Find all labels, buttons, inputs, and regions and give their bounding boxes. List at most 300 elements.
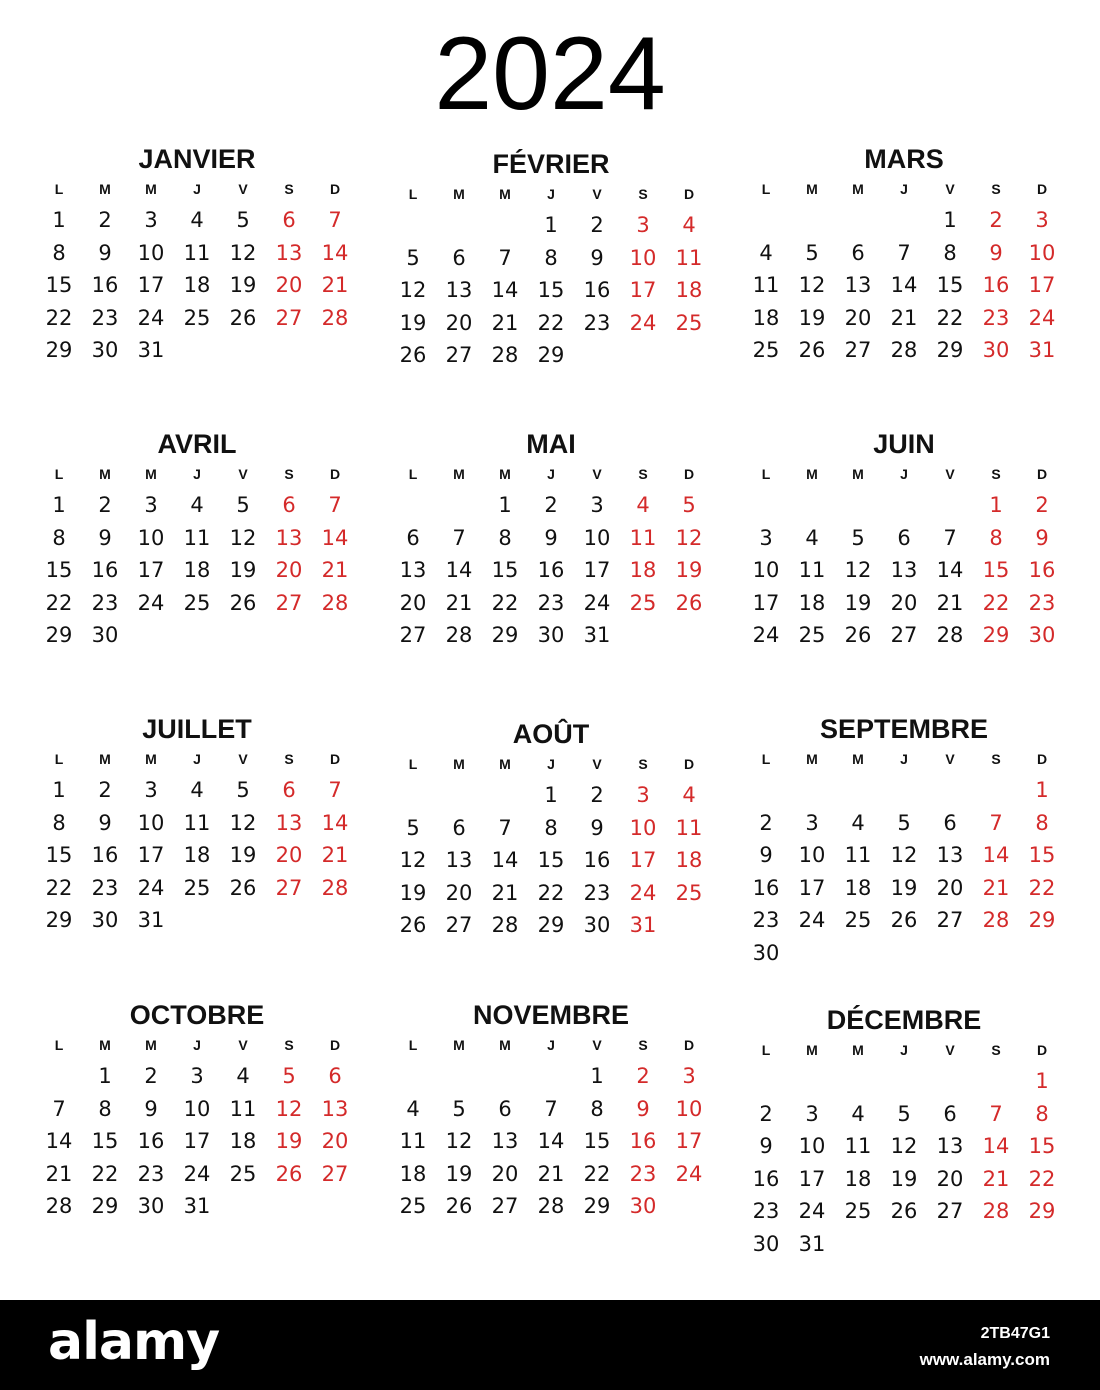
weekend-day: 14 <box>982 843 1010 868</box>
weekend-day: 19 <box>275 1129 303 1154</box>
weekday-label: M <box>499 1037 511 1053</box>
weekend-day: 26 <box>275 1161 303 1186</box>
day: 15 <box>91 1129 119 1154</box>
day: 21 <box>890 305 918 330</box>
month-name: SEPTEMBRE <box>819 714 989 744</box>
weekday-label: J <box>193 751 201 767</box>
empty-cell <box>436 209 482 242</box>
day: 2 <box>544 493 558 517</box>
weekday-label: V <box>592 466 602 482</box>
weekend-day: 10 <box>675 1096 703 1121</box>
day: 27 <box>491 1194 519 1219</box>
day: 5 <box>236 778 250 802</box>
day: 19 <box>798 305 826 330</box>
day: 9 <box>590 815 604 840</box>
day: 19 <box>229 843 257 868</box>
weekend-day: 13 <box>275 810 303 835</box>
day: 16 <box>752 875 780 900</box>
day: 16 <box>91 843 119 868</box>
weekday-label: L <box>54 1037 64 1053</box>
weekend-day: 25 <box>629 590 657 615</box>
weekday-label: M <box>852 181 864 197</box>
empty-cell <box>482 1060 528 1093</box>
weekday-label: V <box>592 756 602 772</box>
day: 20 <box>399 590 427 615</box>
month-name: JANVIER <box>138 144 256 174</box>
day: 18 <box>399 1161 427 1186</box>
day: 3 <box>190 1064 204 1088</box>
weekend-day: 23 <box>982 305 1010 330</box>
month-name: NOVEMBRE <box>472 1000 629 1030</box>
day: 2 <box>759 810 773 835</box>
weekend-day: 17 <box>629 278 657 303</box>
weekend-day: 3 <box>682 1064 696 1088</box>
day: 24 <box>137 875 165 900</box>
weekday-label: M <box>806 466 818 482</box>
empty-cell <box>482 209 528 242</box>
day: 9 <box>98 240 112 265</box>
weekday-label: M <box>145 181 157 197</box>
weekend-day: 15 <box>1028 1134 1056 1159</box>
empty-cell <box>390 779 436 812</box>
day: 3 <box>144 493 158 517</box>
weekday-label: S <box>284 466 294 482</box>
day: 1 <box>98 1064 112 1088</box>
weekend-day: 24 <box>1028 305 1056 330</box>
weekend-day: 9 <box>636 1096 650 1121</box>
day: 17 <box>137 273 165 298</box>
weekend-day: 5 <box>282 1064 296 1088</box>
day: 8 <box>544 245 558 270</box>
weekend-day: 31 <box>1028 338 1056 363</box>
weekend-day: 21 <box>321 558 349 583</box>
weekend-day: 9 <box>1035 525 1049 550</box>
empty-cell <box>789 774 835 807</box>
day: 22 <box>583 1161 611 1186</box>
weekend-day: 8 <box>989 525 1003 550</box>
empty-cell <box>482 779 528 812</box>
day: 18 <box>844 875 872 900</box>
day: 13 <box>890 558 918 583</box>
weekend-day: 24 <box>675 1161 703 1186</box>
day: 26 <box>399 913 427 938</box>
weekend-day: 1 <box>1035 1069 1049 1093</box>
day: 23 <box>537 590 565 615</box>
weekend-day: 20 <box>321 1129 349 1154</box>
day: 2 <box>144 1064 158 1088</box>
day-grid <box>743 744 1065 970</box>
day: 1 <box>52 493 66 517</box>
weekday-label: L <box>761 751 771 767</box>
day: 11 <box>798 558 826 583</box>
weekend-day: 12 <box>275 1096 303 1121</box>
day: 20 <box>445 880 473 905</box>
weekend-day: 28 <box>982 908 1010 933</box>
weekend-day: 21 <box>321 273 349 298</box>
weekend-day: 7 <box>989 810 1003 835</box>
weekend-day: 21 <box>982 1166 1010 1191</box>
weekend-day: 30 <box>982 338 1010 363</box>
day: 6 <box>498 1096 512 1121</box>
day: 1 <box>52 208 66 232</box>
day: 22 <box>537 880 565 905</box>
weekend-day: 25 <box>675 310 703 335</box>
day: 4 <box>805 525 819 550</box>
day: 27 <box>844 338 872 363</box>
day: 22 <box>936 305 964 330</box>
day: 5 <box>452 1096 466 1121</box>
day: 23 <box>91 875 119 900</box>
day: 12 <box>445 1129 473 1154</box>
day: 27 <box>890 623 918 648</box>
day: 10 <box>137 525 165 550</box>
weekend-day: 11 <box>675 815 703 840</box>
day: 19 <box>229 273 257 298</box>
day: 13 <box>844 273 872 298</box>
weekday-label: D <box>1036 751 1048 767</box>
day: 12 <box>890 1134 918 1159</box>
weekday-label: L <box>54 466 64 482</box>
day: 26 <box>798 338 826 363</box>
weekday-label: M <box>806 1042 818 1058</box>
day: 2 <box>590 213 604 237</box>
day: 3 <box>144 208 158 232</box>
weekend-day: 28 <box>321 590 349 615</box>
day: 11 <box>229 1096 257 1121</box>
weekday-label: L <box>408 186 418 202</box>
weekend-day: 20 <box>275 558 303 583</box>
day: 28 <box>491 343 519 368</box>
day: 21 <box>936 590 964 615</box>
day: 4 <box>236 1064 250 1088</box>
empty-cell <box>881 204 927 237</box>
day: 29 <box>91 1194 119 1219</box>
weekday-label: L <box>761 181 771 197</box>
day: 13 <box>491 1129 519 1154</box>
day: 4 <box>190 208 204 232</box>
day: 20 <box>844 305 872 330</box>
day-grid <box>743 1035 1065 1261</box>
day: 22 <box>45 305 73 330</box>
day: 19 <box>890 875 918 900</box>
day: 1 <box>544 783 558 807</box>
day: 29 <box>45 908 73 933</box>
empty-cell <box>789 1065 835 1098</box>
day: 6 <box>897 525 911 550</box>
day: 26 <box>399 343 427 368</box>
day: 18 <box>183 273 211 298</box>
day: 5 <box>236 208 250 232</box>
empty-cell <box>973 1065 1019 1098</box>
day: 8 <box>544 815 558 840</box>
day: 13 <box>399 558 427 583</box>
day: 19 <box>890 1166 918 1191</box>
day: 29 <box>491 623 519 648</box>
weekend-day: 24 <box>629 880 657 905</box>
day: 20 <box>445 310 473 335</box>
day: 12 <box>399 278 427 303</box>
day: 22 <box>45 590 73 615</box>
weekend-day: 13 <box>275 240 303 265</box>
day: 12 <box>229 810 257 835</box>
weekend-day: 13 <box>275 525 303 550</box>
day: 11 <box>183 810 211 835</box>
day: 26 <box>229 305 257 330</box>
weekday-label: M <box>852 751 864 767</box>
month-7 <box>36 714 358 937</box>
day: 3 <box>590 493 604 517</box>
day: 10 <box>137 810 165 835</box>
weekday-label: V <box>238 1037 248 1053</box>
weekend-day: 18 <box>675 278 703 303</box>
weekend-day: 2 <box>989 208 1003 232</box>
day: 25 <box>798 623 826 648</box>
weekday-label: D <box>329 181 341 197</box>
day: 5 <box>406 245 420 270</box>
day: 27 <box>399 623 427 648</box>
day: 18 <box>229 1129 257 1154</box>
weekend-day: 27 <box>275 305 303 330</box>
day: 24 <box>752 623 780 648</box>
empty-cell <box>927 1065 973 1098</box>
day: 25 <box>183 875 211 900</box>
day: 20 <box>936 1166 964 1191</box>
weekend-day: 17 <box>629 848 657 873</box>
day: 16 <box>537 558 565 583</box>
day: 16 <box>91 273 119 298</box>
weekend-day: 28 <box>321 305 349 330</box>
weekday-label: J <box>547 466 555 482</box>
day: 9 <box>590 245 604 270</box>
day: 21 <box>537 1161 565 1186</box>
day: 26 <box>229 875 257 900</box>
weekend-day: 22 <box>982 590 1010 615</box>
weekend-day: 23 <box>629 1161 657 1186</box>
day: 7 <box>897 240 911 265</box>
day: 11 <box>183 525 211 550</box>
weekend-day: 30 <box>629 1194 657 1219</box>
day: 31 <box>798 1231 826 1256</box>
day: 13 <box>936 1134 964 1159</box>
day: 31 <box>183 1194 211 1219</box>
day: 21 <box>491 880 519 905</box>
day-grid <box>743 174 1065 367</box>
day: 21 <box>45 1161 73 1186</box>
weekday-label: V <box>592 186 602 202</box>
weekend-day: 15 <box>1028 843 1056 868</box>
day: 25 <box>844 1199 872 1224</box>
day: 14 <box>491 848 519 873</box>
empty-cell <box>789 489 835 522</box>
day-grid <box>390 749 712 942</box>
year-title: 2024 <box>434 16 666 132</box>
day: 5 <box>236 493 250 517</box>
day: 12 <box>229 240 257 265</box>
weekend-day: 3 <box>636 783 650 807</box>
weekday-label: M <box>499 756 511 772</box>
weekend-day: 8 <box>1035 810 1049 835</box>
month-3 <box>743 144 1065 367</box>
day: 28 <box>890 338 918 363</box>
day: 29 <box>45 338 73 363</box>
day: 26 <box>844 623 872 648</box>
day: 29 <box>537 343 565 368</box>
weekday-label: M <box>453 756 465 772</box>
weekend-day: 18 <box>675 848 703 873</box>
weekday-label: M <box>499 186 511 202</box>
day: 15 <box>45 558 73 583</box>
day: 15 <box>45 273 73 298</box>
weekday-label: S <box>638 1037 648 1053</box>
weekday-label: J <box>900 181 908 197</box>
weekday-label: L <box>408 756 418 772</box>
weekend-day: 11 <box>629 525 657 550</box>
day: 16 <box>583 848 611 873</box>
empty-cell <box>881 774 927 807</box>
day: 6 <box>452 815 466 840</box>
day: 27 <box>936 1199 964 1224</box>
day: 25 <box>183 305 211 330</box>
weekend-day: 6 <box>282 208 296 232</box>
day: 24 <box>798 1199 826 1224</box>
day: 9 <box>98 525 112 550</box>
day: 2 <box>759 1101 773 1126</box>
weekday-label: V <box>592 1037 602 1053</box>
weekend-day: 29 <box>982 623 1010 648</box>
day-grid <box>36 744 358 937</box>
weekday-label: V <box>238 181 248 197</box>
day: 12 <box>399 848 427 873</box>
empty-cell <box>835 204 881 237</box>
weekend-day: 26 <box>675 590 703 615</box>
weekday-label: M <box>453 186 465 202</box>
day: 6 <box>851 240 865 265</box>
weekend-day: 16 <box>629 1129 657 1154</box>
weekend-day: 1 <box>989 493 1003 517</box>
day: 15 <box>537 278 565 303</box>
weekday-label: S <box>284 751 294 767</box>
day: 15 <box>45 843 73 868</box>
day: 27 <box>445 343 473 368</box>
weekday-label: M <box>453 466 465 482</box>
weekday-label: J <box>193 181 201 197</box>
weekday-label: D <box>1036 181 1048 197</box>
weekday-label: S <box>638 756 648 772</box>
day: 10 <box>183 1096 211 1121</box>
day: 31 <box>137 908 165 933</box>
day: 8 <box>52 525 66 550</box>
weekday-label: M <box>806 751 818 767</box>
day: 25 <box>183 590 211 615</box>
weekday-label: V <box>238 751 248 767</box>
day: 20 <box>890 590 918 615</box>
day: 22 <box>91 1161 119 1186</box>
day: 29 <box>583 1194 611 1219</box>
weekend-day: 10 <box>629 815 657 840</box>
day: 7 <box>498 245 512 270</box>
day: 16 <box>752 1166 780 1191</box>
day: 4 <box>851 1101 865 1126</box>
day: 24 <box>137 590 165 615</box>
day: 12 <box>844 558 872 583</box>
month-12 <box>743 1005 1065 1261</box>
day: 6 <box>943 1101 957 1126</box>
weekday-label: V <box>238 466 248 482</box>
weekend-day: 18 <box>629 558 657 583</box>
weekend-day: 8 <box>1035 1101 1049 1126</box>
weekend-day: 21 <box>982 875 1010 900</box>
day: 4 <box>190 778 204 802</box>
day: 3 <box>805 1101 819 1126</box>
day: 11 <box>399 1129 427 1154</box>
weekend-day: 13 <box>321 1096 349 1121</box>
day: 8 <box>590 1096 604 1121</box>
day: 23 <box>752 1199 780 1224</box>
weekend-day: 19 <box>675 558 703 583</box>
day: 24 <box>798 908 826 933</box>
weekend-day: 21 <box>321 843 349 868</box>
weekend-day: 12 <box>675 525 703 550</box>
weekday-label: D <box>1036 466 1048 482</box>
weekday-label: V <box>945 181 955 197</box>
empty-cell <box>881 489 927 522</box>
month-2 <box>390 149 712 372</box>
day: 17 <box>798 875 826 900</box>
day-grid <box>390 459 712 652</box>
day: 10 <box>798 1134 826 1159</box>
weekday-label: L <box>408 466 418 482</box>
day: 5 <box>851 525 865 550</box>
day: 30 <box>91 338 119 363</box>
day: 26 <box>890 1199 918 1224</box>
day: 9 <box>759 843 773 868</box>
weekend-day: 20 <box>275 843 303 868</box>
weekend-day: 14 <box>321 810 349 835</box>
day: 23 <box>91 305 119 330</box>
month-9 <box>743 714 1065 970</box>
day: 30 <box>583 913 611 938</box>
day: 10 <box>583 525 611 550</box>
weekday-label: M <box>145 1037 157 1053</box>
weekend-day: 17 <box>1028 273 1056 298</box>
weekend-day: 16 <box>1028 558 1056 583</box>
empty-cell <box>36 1060 82 1093</box>
weekday-label: D <box>683 756 695 772</box>
day: 9 <box>144 1096 158 1121</box>
day: 16 <box>583 278 611 303</box>
day: 10 <box>752 558 780 583</box>
day: 23 <box>583 310 611 335</box>
day: 14 <box>445 558 473 583</box>
day: 25 <box>229 1161 257 1186</box>
weekday-label: J <box>547 186 555 202</box>
day: 16 <box>137 1129 165 1154</box>
weekday-label: J <box>900 466 908 482</box>
day: 17 <box>752 590 780 615</box>
empty-cell <box>436 779 482 812</box>
weekday-label: S <box>991 751 1001 767</box>
day: 24 <box>137 305 165 330</box>
weekend-day: 7 <box>989 1101 1003 1126</box>
day-grid <box>743 459 1065 652</box>
weekday-label: L <box>408 1037 418 1053</box>
day: 5 <box>897 810 911 835</box>
day: 31 <box>137 338 165 363</box>
weekday-label: M <box>145 466 157 482</box>
day: 17 <box>183 1129 211 1154</box>
day: 10 <box>137 240 165 265</box>
day: 22 <box>537 310 565 335</box>
